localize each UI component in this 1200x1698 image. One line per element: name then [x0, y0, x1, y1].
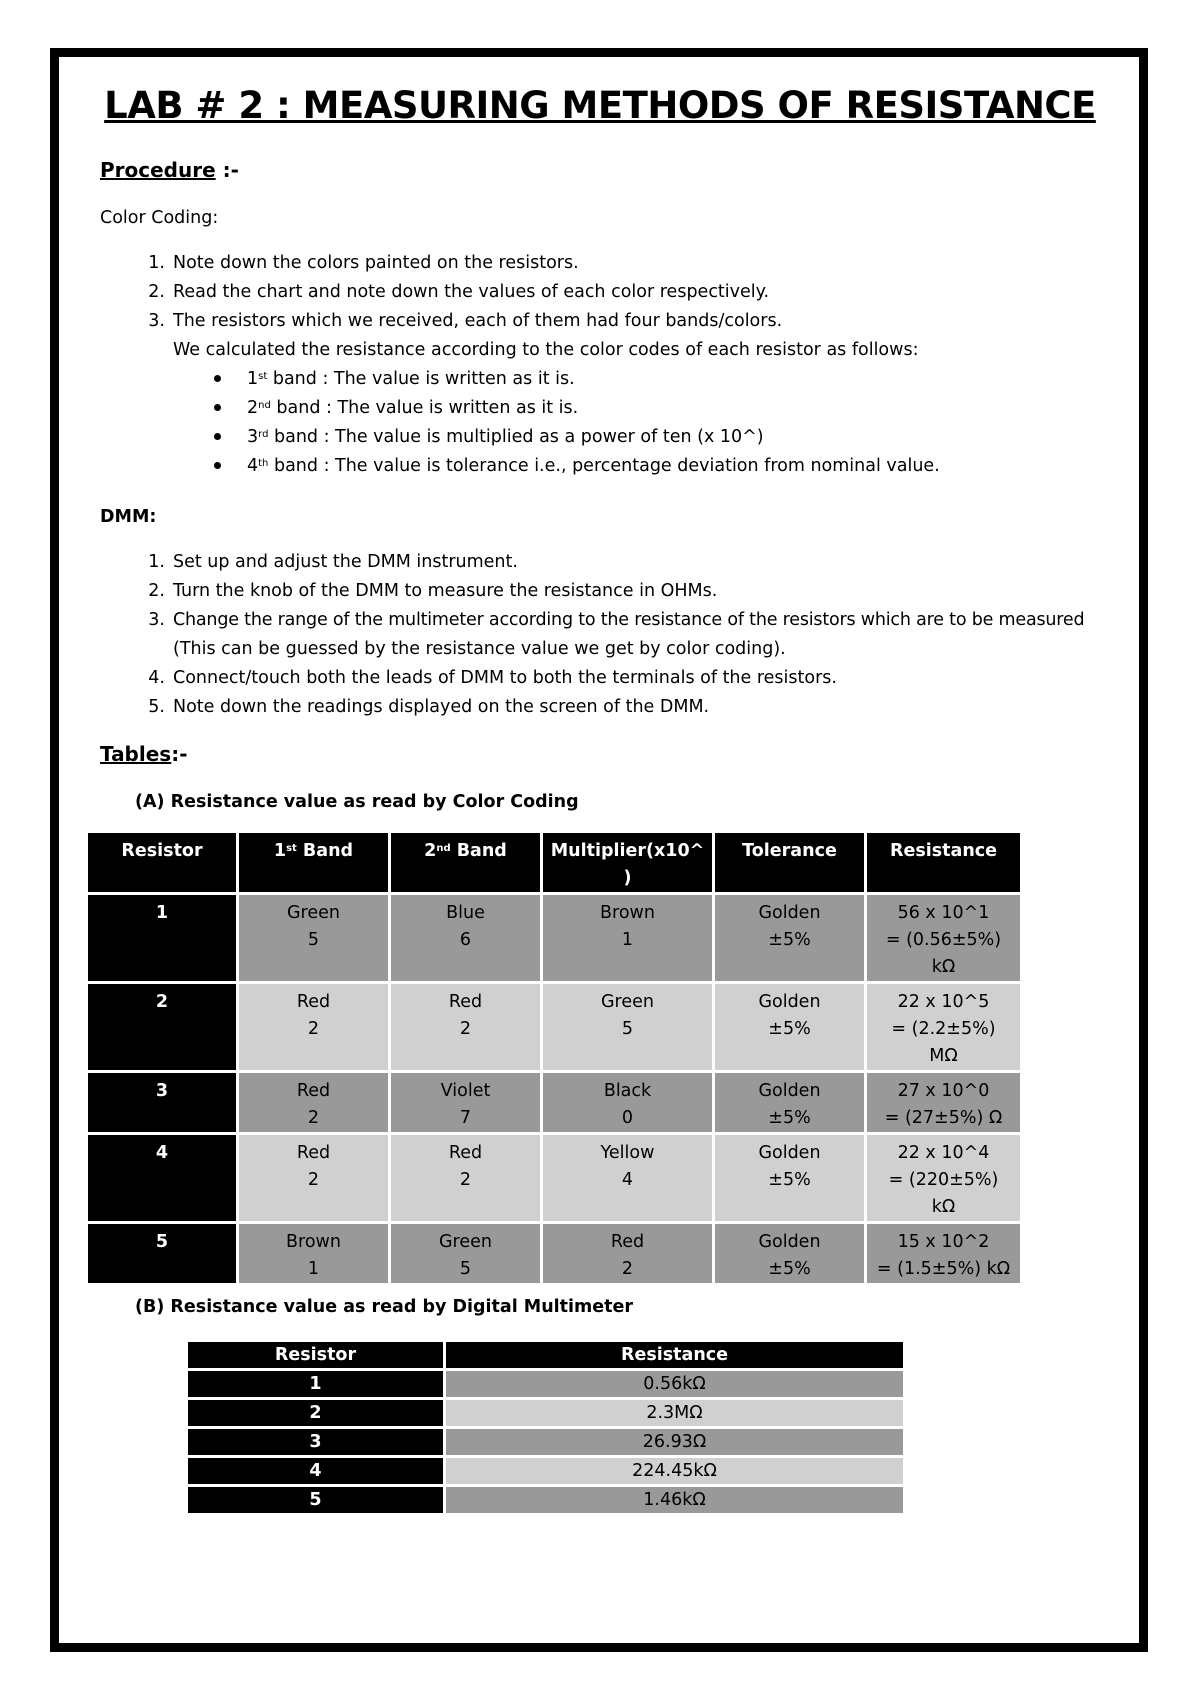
tolerance-cell: Golden ±5% [715, 984, 867, 1073]
multiplier-cell: Brown 1 [543, 895, 715, 984]
color-coding-table [88, 833, 1023, 1286]
list-item-text: Note down the colors painted on the resistors. [173, 253, 579, 273]
column-header-multiplier: Multiplier(x10^ ) [543, 833, 715, 895]
band1-cell: Green 5 [239, 895, 391, 984]
band-text: 4th band : The value is tolerance i.e., percentage deviation from nominal value. [247, 456, 940, 476]
tables-heading-suffix: :- [171, 742, 188, 766]
procedure-heading-text: Procedure [100, 158, 216, 182]
table-header-row [188, 1342, 906, 1371]
resistance-cell: 56 x 10^1 = (0.56±5%) kΩ [867, 895, 1023, 984]
column-header-resistance: Resistance [867, 833, 1023, 895]
list-item [100, 577, 1150, 606]
resistance-cell: 22 x 10^4 = (220±5%) kΩ [867, 1135, 1023, 1224]
resistor-id: 4 [88, 1135, 239, 1224]
column-header-resistor: Resistor [188, 1342, 446, 1371]
list-item-text: We calculated the resistance according to the color codes of each resistor as follows: [173, 340, 919, 360]
table-row [188, 1458, 906, 1487]
page-title: LAB # 2 : MEASURING METHODS OF RESISTANCE [104, 84, 1096, 127]
list-item-text: Turn the knob of the DMM to measure the resistance in OHMs. [173, 581, 718, 601]
table-row [188, 1487, 906, 1516]
tableA-caption: (A) Resistance value as read by Color Coding [135, 792, 579, 812]
resistance-value: 1.46kΩ [446, 1487, 906, 1516]
list-number: 5. [148, 697, 165, 717]
band-text: 3rd band : The value is multiplied as a power of ten (x 10^) [247, 427, 764, 447]
resistance-cell: 22 x 10^5 = (2.2±5%) MΩ [867, 984, 1023, 1073]
resistance-cell: 27 x 10^0 = (27±5%) Ω [867, 1073, 1023, 1135]
list-item-text: Read the chart and note down the values of each color respectively. [173, 282, 770, 302]
resistor-id: 1 [188, 1371, 446, 1400]
table-row [88, 1073, 1023, 1135]
band1-cell: Red 2 [239, 1073, 391, 1135]
column-header-tolerance: Tolerance [715, 833, 867, 895]
list-number: 2. [148, 581, 165, 601]
resistance-value: 0.56kΩ [446, 1371, 906, 1400]
tables-heading-text: Tables [100, 742, 172, 766]
band-bullet [100, 394, 1140, 423]
color-coding-heading: Color Coding: [100, 208, 219, 228]
tolerance-cell: Golden ±5% [715, 1135, 867, 1224]
resistor-id: 3 [188, 1429, 446, 1458]
table-row [188, 1400, 906, 1429]
band1-cell: Red 2 [239, 984, 391, 1073]
list-item [100, 278, 1140, 307]
resistance-value: 224.45kΩ [446, 1458, 906, 1487]
column-header-band1: 1st Band [239, 833, 391, 895]
resistor-id: 5 [88, 1224, 239, 1286]
list-item-text: Note down the readings displayed on the screen of the DMM. [173, 697, 710, 717]
table-row [188, 1371, 906, 1400]
band2-cell: Blue 6 [391, 895, 543, 984]
multiplier-cell: Yellow 4 [543, 1135, 715, 1224]
list-item-text: Set up and adjust the DMM instrument. [173, 552, 518, 572]
list-number: 4. [148, 668, 165, 688]
dmm-heading: DMM: [100, 507, 157, 527]
list-item [100, 664, 1150, 693]
band-text: 1st band : The value is written as it is. [247, 369, 575, 389]
band2-cell: Red 2 [391, 984, 543, 1073]
table-row [88, 1224, 1023, 1286]
resistance-value: 26.93Ω [446, 1429, 906, 1458]
band2-cell: Violet 7 [391, 1073, 543, 1135]
table-row [88, 895, 1023, 984]
list-item-text: (This can be guessed by the resistance value we get by color coding). [173, 639, 786, 659]
tableB-caption: (B) Resistance value as read by Digital Multimeter [135, 1297, 633, 1317]
resistor-id: 2 [88, 984, 239, 1073]
bullet-icon [212, 394, 224, 406]
column-header-resistance: Resistance [446, 1342, 906, 1371]
color-steps-list [100, 249, 1140, 481]
band1-cell: Brown 1 [239, 1224, 391, 1286]
band-bullet [100, 365, 1140, 394]
dmm-table [188, 1342, 906, 1516]
band2-cell: Red 2 [391, 1135, 543, 1224]
list-item [100, 307, 1140, 336]
band-text: 2nd band : The value is written as it is. [247, 398, 579, 418]
list-number: 2. [148, 282, 165, 302]
list-number: 1. [148, 253, 165, 273]
list-item [100, 606, 1150, 635]
bullet-icon [212, 423, 224, 435]
list-item [100, 693, 1150, 722]
multiplier-cell: Black 0 [543, 1073, 715, 1135]
tolerance-cell: Golden ±5% [715, 1224, 867, 1286]
resistor-id: 1 [88, 895, 239, 984]
resistor-id: 4 [188, 1458, 446, 1487]
resistor-id: 5 [188, 1487, 446, 1516]
band2-cell: Green 5 [391, 1224, 543, 1286]
tables-heading [100, 742, 188, 766]
table-row [88, 984, 1023, 1073]
dmm-steps-list [100, 548, 1150, 722]
list-item-text: Connect/touch both the leads of DMM to both the terminals of the resistors. [173, 668, 837, 688]
list-item-text: The resistors which we received, each of them had four bands/colors. [173, 311, 783, 331]
procedure-heading-suffix: :- [215, 158, 239, 182]
band-bullet [100, 452, 1140, 481]
list-number: 3. [148, 311, 165, 331]
table-row [88, 1135, 1023, 1224]
band1-cell: Red 2 [239, 1135, 391, 1224]
table-row [188, 1429, 906, 1458]
list-item [100, 249, 1140, 278]
band-bullet [100, 423, 1140, 452]
resistance-value: 2.3MΩ [446, 1400, 906, 1429]
bullet-icon [212, 452, 224, 464]
column-header-band2: 2nd Band [391, 833, 543, 895]
multiplier-cell: Green 5 [543, 984, 715, 1073]
table-header-row [88, 833, 1023, 895]
list-item-text: Change the range of the multimeter according to the resistance of the resistors which are to be measured [173, 610, 1085, 630]
list-item-continuation [100, 635, 1150, 664]
procedure-heading [100, 158, 239, 182]
tolerance-cell: Golden ±5% [715, 895, 867, 984]
list-item-continuation [100, 336, 1140, 365]
bullet-icon [212, 365, 224, 377]
resistance-cell: 15 x 10^2 = (1.5±5%) kΩ [867, 1224, 1023, 1286]
multiplier-cell: Red 2 [543, 1224, 715, 1286]
resistor-id: 2 [188, 1400, 446, 1429]
tolerance-cell: Golden ±5% [715, 1073, 867, 1135]
resistor-id: 3 [88, 1073, 239, 1135]
list-item [100, 548, 1150, 577]
list-number: 3. [148, 610, 165, 630]
column-header-resistor: Resistor [88, 833, 239, 895]
list-number: 1. [148, 552, 165, 572]
